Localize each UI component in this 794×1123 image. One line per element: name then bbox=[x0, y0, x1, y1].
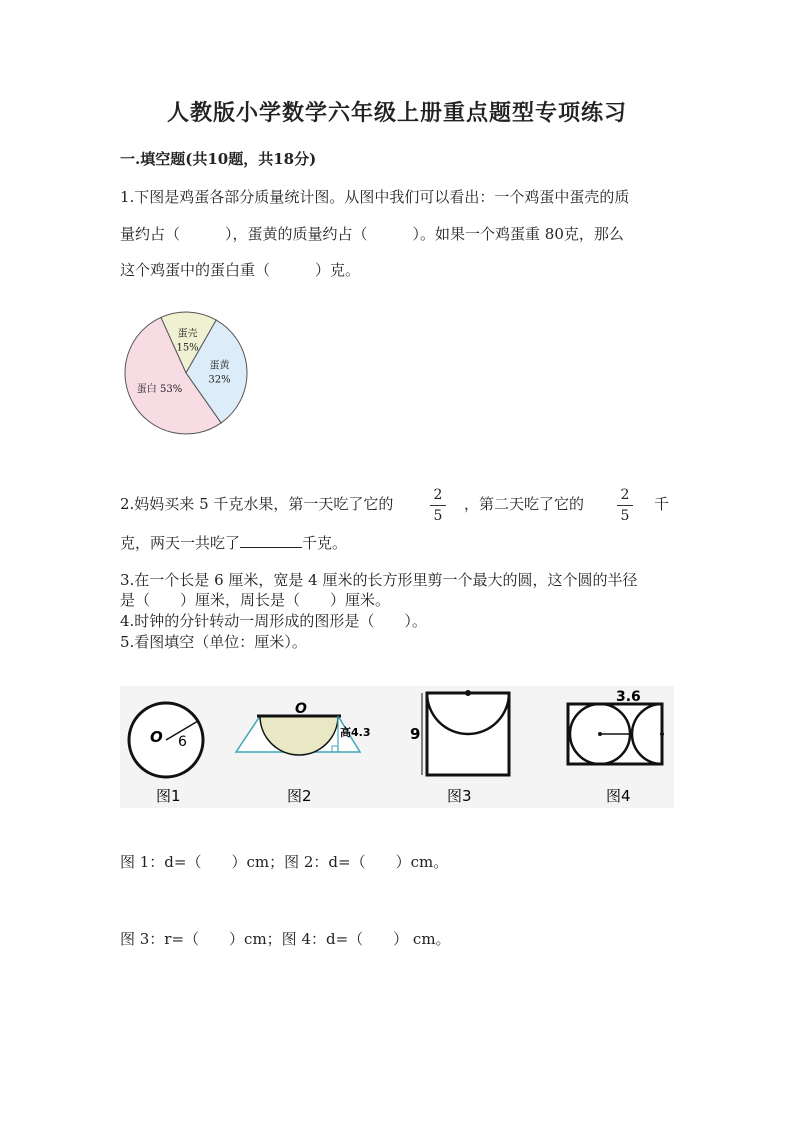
q5-line: 5.看图填空（单位：厘米）。 bbox=[120, 633, 307, 651]
fraction-numerator: 2 bbox=[620, 487, 630, 503]
pie-slice-label: 蛋黄 bbox=[209, 360, 230, 372]
pie-slice-value: 15% bbox=[176, 342, 199, 354]
q2-fraction-1 bbox=[428, 487, 448, 524]
fig-answer-line1: 图 1：d=（ ）cm；图 2：d=（ ）cm。 bbox=[120, 853, 449, 871]
fig3-side-label: 9 bbox=[410, 725, 421, 743]
pie-chart bbox=[118, 306, 258, 442]
fig2-caption: 图2 bbox=[287, 787, 312, 805]
fig3-center-dot bbox=[465, 690, 471, 696]
q3-line2: 是（ ）厘米，周长是（ ）厘米。 bbox=[120, 591, 391, 609]
q2-part1: 2.妈妈买来 5 千克水果，第一天吃了它的 bbox=[120, 495, 394, 513]
q2-part2: ，第二天吃了它的 bbox=[464, 495, 585, 513]
fig1-radius-label: 6 bbox=[178, 734, 187, 750]
fraction-denominator: 5 bbox=[620, 508, 630, 524]
fraction-denominator: 5 bbox=[433, 508, 443, 524]
fig3-caption: 图3 bbox=[447, 787, 472, 805]
geometry-figures bbox=[120, 686, 674, 808]
q2-line2 bbox=[120, 532, 347, 553]
q2-fraction-2 bbox=[615, 487, 635, 524]
fig2-center-label: O bbox=[295, 701, 307, 717]
fig4-top-label: 3.6 bbox=[616, 689, 641, 705]
fraction-numerator: 2 bbox=[433, 487, 443, 503]
pie-slice-label: 蛋壳 bbox=[177, 328, 198, 340]
q3-line1: 3.在一个长是 6 厘米，宽是 4 厘米的长方形里剪一个最大的圆，这个圆的半径 bbox=[120, 571, 638, 589]
q2-line2-b: 千克。 bbox=[302, 534, 348, 552]
pie-slice-value: 32% bbox=[208, 374, 231, 386]
fig4-edge-dot bbox=[660, 732, 664, 736]
section-heading: 一.填空题(共10题，共18分) bbox=[120, 150, 317, 168]
fig-answer-line2: 图 3：r=（ ）cm；图 4：d=（ ） cm。 bbox=[120, 930, 451, 948]
q4-line: 4.时钟的分针转动一周形成的图形是（ ）。 bbox=[120, 612, 427, 630]
page-title: 人教版小学数学六年级上册重点题型专项练习 bbox=[166, 100, 627, 126]
pie-slice-label: 蛋白 53% bbox=[136, 384, 183, 396]
fig4-caption: 图4 bbox=[606, 787, 631, 805]
fig2-height-label: 高4.3 bbox=[340, 726, 371, 739]
fig1-caption: 图1 bbox=[156, 787, 181, 805]
answer-blank[interactable] bbox=[240, 533, 302, 548]
q2-part3: 千 bbox=[654, 495, 670, 513]
q1-line2: 量约占（ ），蛋黄的质量约占（ ）。如果一个鸡蛋重 80克，那么 bbox=[120, 225, 624, 243]
fig4-center-dot bbox=[598, 732, 602, 736]
q2-line2-a: 克，两天一共吃了 bbox=[120, 534, 241, 552]
q1-line3: 这个鸡蛋中的蛋白重（ ）克。 bbox=[120, 261, 361, 279]
fig1-center-label: O bbox=[150, 728, 163, 746]
q1-line1: 1.下图是鸡蛋各部分质量统计图。从图中我们可以看出：一个鸡蛋中蛋壳的质 bbox=[120, 188, 630, 206]
